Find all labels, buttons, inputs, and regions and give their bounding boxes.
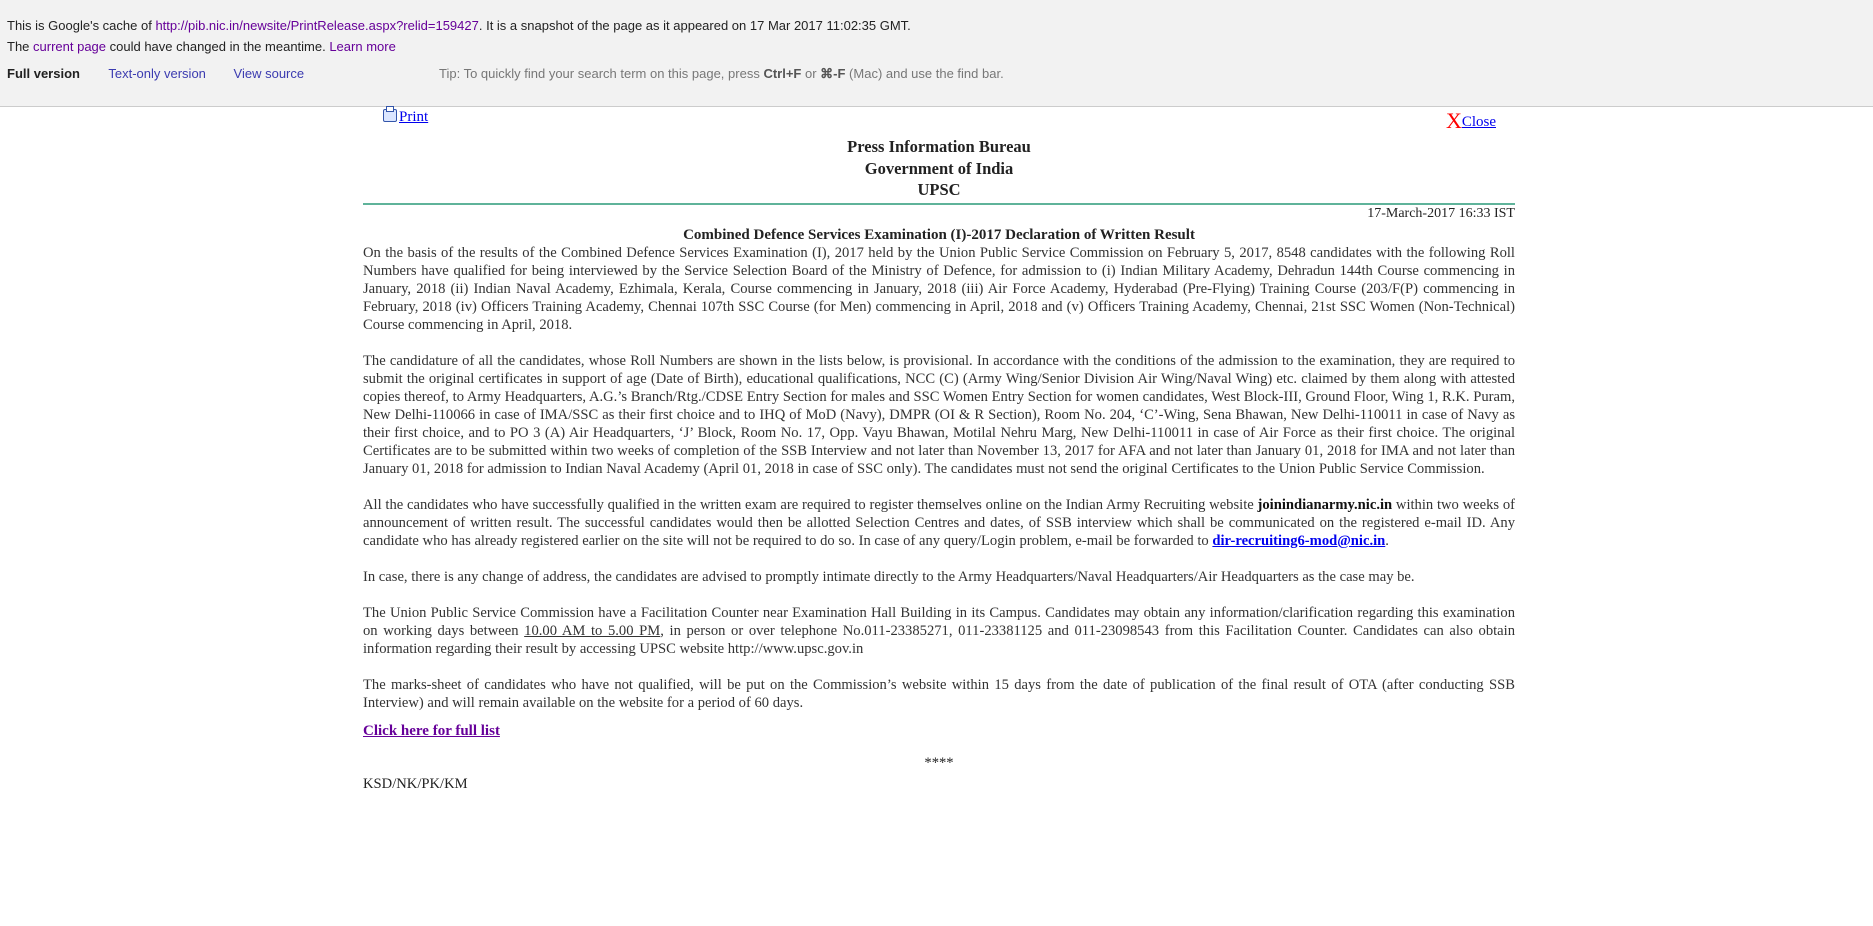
tip-or: or xyxy=(801,66,821,81)
find-tip xyxy=(439,66,1004,82)
recruiting-email-link[interactable]: dir-recruiting6-mod@nic.in xyxy=(1212,532,1386,549)
tip-suffix: (Mac) and use the find bar. xyxy=(845,66,1004,81)
full-version-label: Full version xyxy=(7,66,80,81)
learn-more-link[interactable]: Learn more xyxy=(329,39,396,54)
cache-notice-line xyxy=(7,39,1873,60)
cached-page-url-link[interactable]: http://pib.nic.in/newsite/PrintRelease.aspx?relid=159427 xyxy=(155,18,479,33)
printer-icon xyxy=(383,109,397,122)
cache-snapshot-text: . It is a snapshot of the page as it appeared on 17 Mar 2017 11:02:35 GMT. xyxy=(478,18,911,33)
full-list-link[interactable]: Click here for full list xyxy=(363,722,500,739)
cache-info-prefix: This is Google's cache of xyxy=(7,18,156,33)
facilitation-text-post: , in person or over telephone No.011-23385271, 011-23381125 and 011-23098543 from this Facilitation Counter. Candidates can also obtain information regarding their result by accessing UPSC website http://www.upsc.gov.in xyxy=(363,622,1516,657)
paragraph-results: On the basis of the results of the Combined Defence Services Examination (I), 2017 held by the Union Public Service Commission on February 5, 2017, 8548 candidates with the following Roll Numbers have qualified for being interviewed by the Service Selection Board of the Ministry of Defence, for admission to (i) Indian Military Academy, Dehradun 144th Course commencing in January, 2018 (ii) Indian Naval Academy, Ezhimala, Kerala, Course commencing in January, 2018 (iii) Air Force Academy, Hyderabad (Pre-Flying) Training Course (203/F(P) commencing in February, 2018 (iv) Officers Training Academy, Chennai 107th SSC Course (for Men) commencing in April, 2018 and (v) Officers Training Academy, Chennai, 21st SSC Women (Non-Technical) Course commencing in April, 2018. xyxy=(363,244,1515,333)
tip-key-ctrl-f: Ctrl+F xyxy=(763,66,802,81)
facilitation-text-pre: The Union Public Service Commission have a Facilitation Counter near Examination Hall Building in its Campus. Candidates may obtain any information/clarification regarding this examination on working days between xyxy=(363,604,1515,639)
close-label: Close xyxy=(1461,114,1496,130)
print-button[interactable] xyxy=(383,108,428,126)
cache-notice-prefix: The xyxy=(7,39,34,54)
org-heading xyxy=(363,136,1515,201)
cache-version-nav xyxy=(7,66,328,81)
registration-text-pre: All the candidates who have successfully qualified in the written exam are required to register themselves online on the Indian Army Recruiting website xyxy=(363,496,1258,513)
tip-prefix: Tip: To quickly find your search term on this page, press xyxy=(439,66,764,81)
view-source-link[interactable]: View source xyxy=(233,66,305,81)
release-date: 17-March-2017 16:33 IST xyxy=(1367,205,1515,221)
press-release xyxy=(363,108,1515,793)
army-website: joinindianarmy.nic.in xyxy=(1257,496,1393,513)
current-page-link[interactable]: current page xyxy=(33,39,107,54)
release-title: Combined Defence Services Examination (I)-2017 Declaration of Written Result xyxy=(683,226,1195,243)
org-government: Government of India xyxy=(864,158,1014,178)
paragraph-candidature: The candidature of all the candidates, whose Roll Numbers are shown in the lists below, is provisional. In accordance with the conditions of the admission to the examination, they are required to submit the original certificates in support of age (Date of Birth), educational qualifications, NCC (C) (Army Wing/Senior Division Air Wing/Naval Wing) etc. claimed by them along with attested copies thereof, to Army Headquarters, A.G.’s Branch/Rtg./CDSE Entry Section for males and SSC Women Entry Section for women candidates, West Block-III, Ground Floor, Wing 1, R.K. Puram, New Delhi-110066 in case of IMA/SSC as their first choice and to IHQ of MoD (Navy), DMPR (OI & R Section), Room No. 204, ‘C’-Wing, Sena Bhawan, New Delhi-110011 in case of Navy as their first choice, and to PO 3 (A) Air Headquarters, ‘J’ Block, Room No. 17, Opp. Vayu Bhawan, Motilal Nehru Marg, New Delhi-110011 in case of Air Force as their first choice. The original Certificates are to be submitted within two weeks of completion of the SSB Interview and not later than November 13, 2017 for AFA and not later than January 01, 2018 for IMA and not later than January 01, 2018 for admission to Indian Naval Academy (April 01, 2018 in case of SSC only). The candidates must not send the original Certificates to the Union Public Service Commission. xyxy=(363,352,1515,477)
release-toolbar xyxy=(363,108,1515,136)
release-code: KSD/NK/PK/KM xyxy=(363,775,468,792)
paragraph-marks-sheet: The marks-sheet of candidates who have not qualified, will be put on the Commission’s website within 15 days from the date of publication of the final result of OTA (after conducting SSB Interview) and will remain available on the website for a period of 60 days. xyxy=(363,676,1515,711)
paragraph-registration xyxy=(363,496,1515,550)
working-hours: 10.00 AM to 5.00 PM xyxy=(524,622,661,639)
org-bureau: Press Information Bureau xyxy=(847,137,1031,156)
end-stars: **** xyxy=(924,754,954,771)
close-button[interactable] xyxy=(1445,108,1496,133)
paragraph-facilitation xyxy=(363,604,1515,658)
cache-notice-mid: could have changed in the meantime. xyxy=(106,39,330,54)
registration-text-post: within two weeks of announcement of written result. The successful candidates would then be allotted Selection Centres and dates, of SSB interview which shall be communicated on the registered e-mail ID. Any candidate who has already registered earlier on the site will not be required to do so. In case of any query/Login problem, e-mail be forwarded to xyxy=(363,496,1515,549)
close-x-icon: X xyxy=(1445,108,1462,133)
paragraph-address-change: In case, there is any change of address, the candidates are advised to promptly intimate directly to the Army Headquarters/Naval Headquarters/Air Headquarters as the case may be. xyxy=(363,568,1415,585)
org-department: UPSC xyxy=(917,180,961,199)
tip-key-cmd-f: ⌘-F xyxy=(820,66,846,81)
cache-info-line xyxy=(7,18,1873,39)
google-cache-header xyxy=(0,0,1873,107)
registration-text-end: . xyxy=(1385,532,1389,549)
print-label: Print xyxy=(399,109,429,125)
text-only-version-link[interactable]: Text-only version xyxy=(108,66,206,81)
